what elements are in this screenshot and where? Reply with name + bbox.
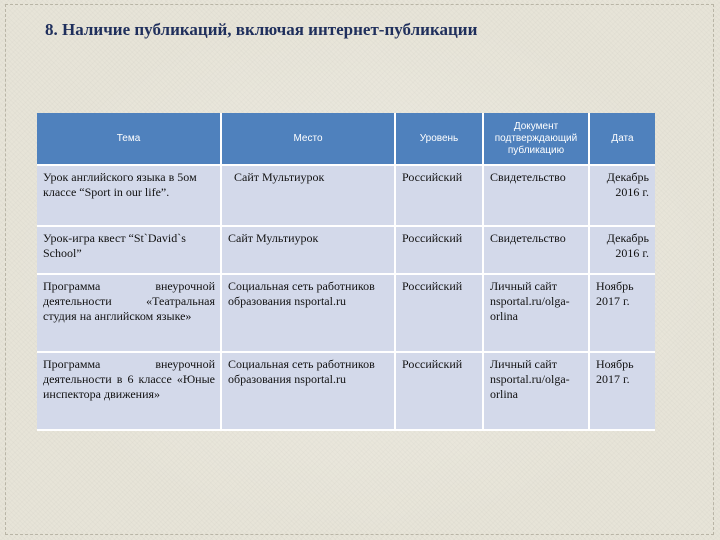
header-topic: Тема [37,113,221,165]
cell-topic: Программа внеурочной деятельности в 6 классе «Юные инспектора движения» [37,352,221,430]
cell-place: Сайт Мультиурок [221,165,395,226]
cell-date: Декабрь 2016 г. [589,226,655,274]
cell-level: Российский [395,165,483,226]
cell-topic: Урок английского языка в 5ом классе “Sport in our life”. [37,165,221,226]
table-row [37,226,655,274]
cell-place: Сайт Мультиурок [221,226,395,274]
publications-table [37,113,655,431]
cell-topic: Урок-игра квест “St`David`s School” [37,226,221,274]
cell-topic: Программа внеурочной деятельности «Театральная студия на английском языке» [37,274,221,352]
cell-date: Ноябрь 2017 г. [589,352,655,430]
header-place: Место [221,113,395,165]
table-row [37,165,655,226]
cell-document: Свидетельство [483,226,589,274]
table-row [37,274,655,352]
table-header-row [37,113,655,165]
cell-level: Российский [395,352,483,430]
cell-level: Российский [395,226,483,274]
cell-document: Личный сайт nsportal.ru/olga-orlina [483,274,589,352]
cell-date: Декабрь 2016 г. [589,165,655,226]
cell-level: Российский [395,274,483,352]
cell-document: Свидетельство [483,165,589,226]
cell-document: Личный сайт nsportal.ru/olga-orlina [483,352,589,430]
cell-date: Ноябрь 2017 г. [589,274,655,352]
header-level: Уровень [395,113,483,165]
cell-place: Социальная сеть работников образования nsportal.ru [221,274,395,352]
header-date: Дата [589,113,655,165]
cell-place: Социальная сеть работников образования nsportal.ru [221,352,395,430]
slide-title: 8. Наличие публикаций, включая интернет-публикации [45,20,478,39]
header-document: Документ подтверждающий публикацию [483,113,589,165]
table-row [37,352,655,430]
